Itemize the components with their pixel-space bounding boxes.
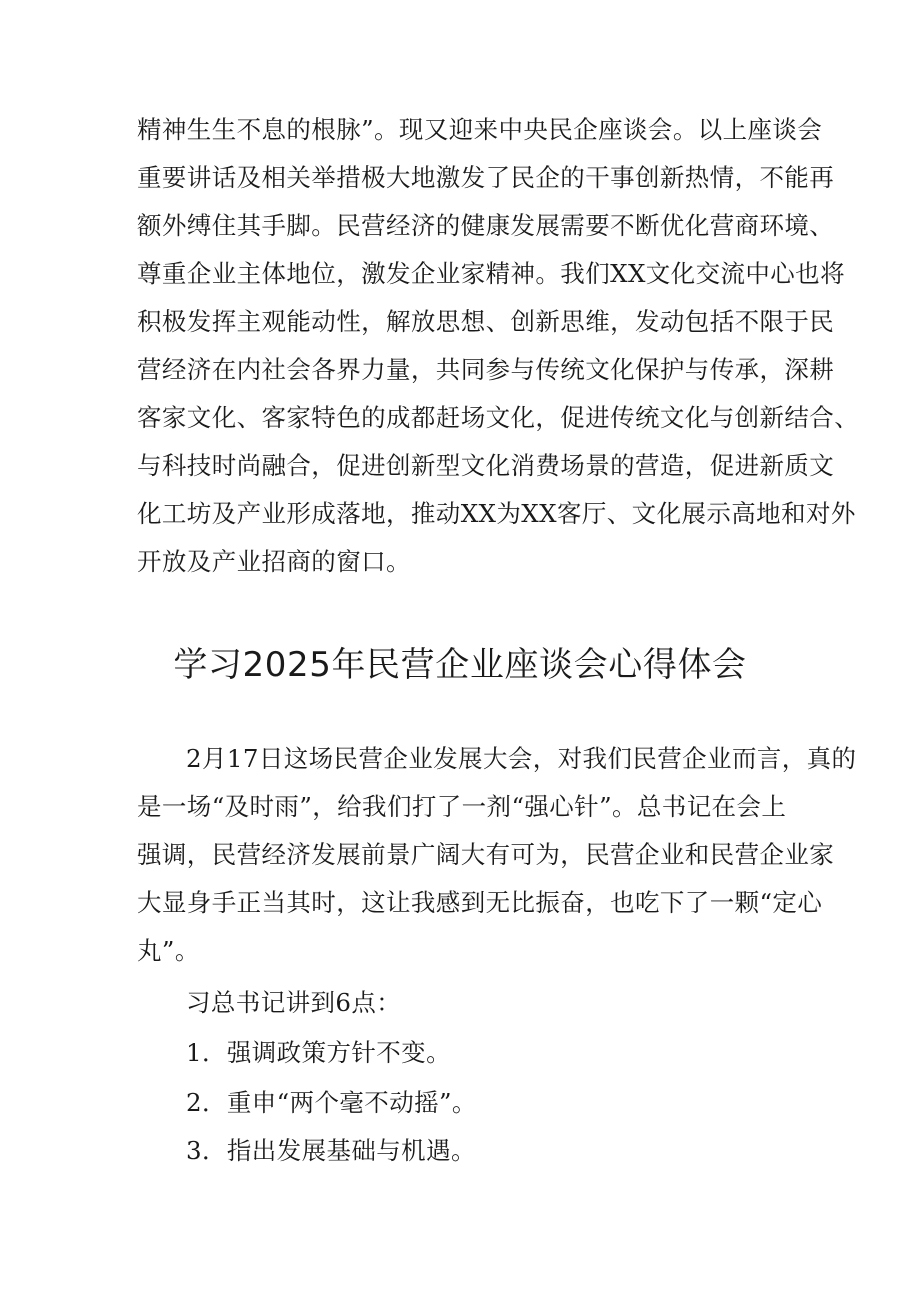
intro-line-5: 丸”。 xyxy=(137,936,200,965)
continuation-line-9: 化工坊及产业形成落地，推动XX为XX客厅、文化展示高地和对外 xyxy=(137,499,856,528)
point-item-2: 2．重申“两个毫不动摇”。 xyxy=(186,1088,477,1117)
intro-line-2: 是一场“及时雨”，给我们打了一剂“强心针”。总书记在会上 xyxy=(137,792,787,821)
article-title: 学习2025年民营企业座谈会心得体会 xyxy=(173,645,747,685)
points-heading: 习总书记讲到6点： xyxy=(186,988,402,1017)
intro-line-1: 2月17日这场民营企业发展大会，对我们民营企业而言，真的 xyxy=(186,744,857,773)
point-item-1: 1．强调政策方针不变。 xyxy=(186,1038,451,1067)
continuation-line-10: 开放及产业招商的窗口。 xyxy=(137,547,411,576)
continuation-line-2: 重要讲话及相关举措极大地激发了民企的干事创新热情，不能再 xyxy=(137,163,835,192)
point-item-3: 3．指出发展基础与机遇。 xyxy=(186,1136,476,1165)
continuation-line-6: 营经济在内社会各界力量，共同参与传统文化保护与传承，深耕 xyxy=(137,355,835,384)
continuation-line-7: 客家文化、客家特色的成都赶场文化，促进传统文化与创新结合、 xyxy=(137,403,860,432)
continuation-line-4: 尊重企业主体地位，激发企业家精神。我们XX文化交流中心也将 xyxy=(137,259,845,288)
continuation-line-8: 与科技时尚融合，促进创新型文化消费场景的营造，促进新质文 xyxy=(137,451,835,480)
intro-line-4: 大显身手正当其时，这让我感到无比振奋，也吃下了一颗“定心 xyxy=(137,888,823,917)
continuation-line-1: 精神生生不息的根脉”。现又迎来中央民企座谈会。以上座谈会 xyxy=(137,115,823,144)
intro-line-3: 强调，民营经济发展前景广阔大有可为，民营企业和民营企业家 xyxy=(137,840,835,869)
continuation-line-5: 积极发挥主观能动性，解放思想、创新思维，发动包括不限于民 xyxy=(137,307,835,336)
continuation-line-3: 额外缚住其手脚。民营经济的健康发展需要不断优化营商环境、 xyxy=(137,211,835,240)
